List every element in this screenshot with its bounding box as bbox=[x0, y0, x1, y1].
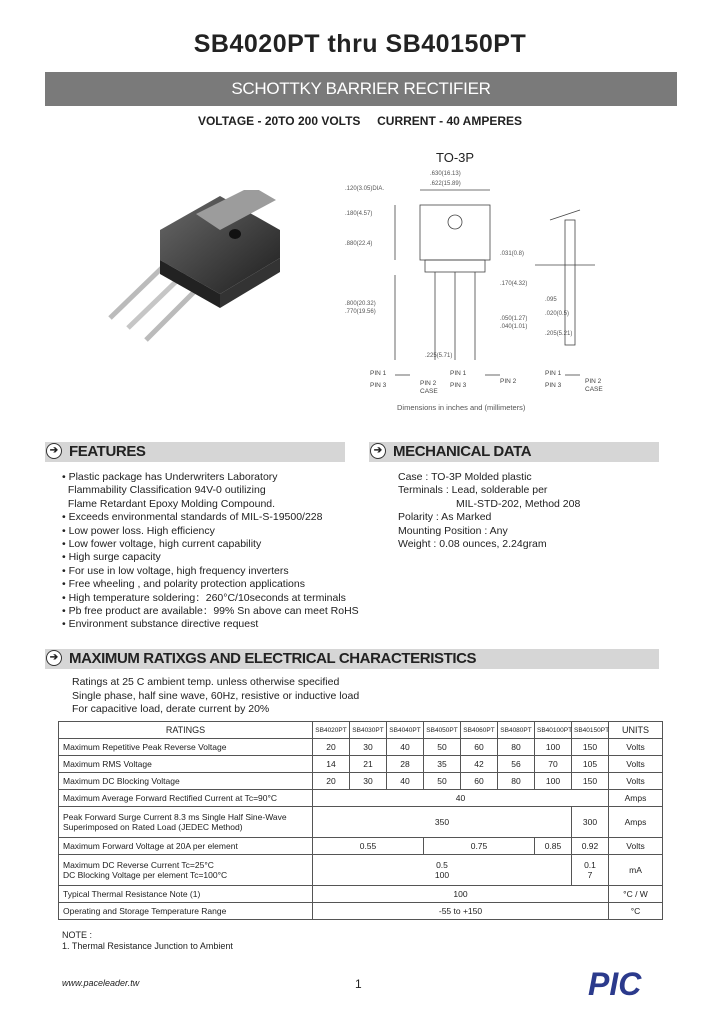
case-label-a: CASE bbox=[420, 388, 438, 395]
website-link[interactable]: www.paceleader.tw bbox=[62, 978, 140, 988]
notes: NOTE : 1. Thermal Resistance Junction to Ambient bbox=[62, 930, 233, 951]
svg-text:.095: .095 bbox=[545, 297, 557, 303]
table-cell: 40 bbox=[387, 739, 424, 756]
table-row bbox=[59, 739, 663, 756]
table-cell: RATINGS bbox=[59, 722, 313, 739]
table-cell: 40 bbox=[313, 790, 609, 807]
table-cell: SB4030PT bbox=[350, 722, 387, 739]
polarity-info: Polarity : As Marked bbox=[398, 511, 492, 524]
ratings-heading: ➔ MAXIMUM RATIXGS AND ELECTRICAL CHARACTERISTICS bbox=[45, 649, 659, 669]
rating-conditions: Ratings at 25 C ambient temp. unless otherwise specified Single phase, half sine wave, 60Hz, resistive or inductive load For capacitive load, derate current by 20% bbox=[72, 676, 360, 715]
table-cell: mA bbox=[609, 855, 663, 886]
table-cell: 60 bbox=[461, 773, 498, 790]
pin1-label-c: PIN 1 bbox=[545, 370, 562, 377]
component-photo bbox=[100, 190, 300, 350]
table-cell: Volts bbox=[609, 838, 663, 855]
table-cell: 100 bbox=[535, 773, 572, 790]
table-cell: 0.1 7 bbox=[572, 855, 609, 886]
package-outline-drawing bbox=[335, 165, 635, 415]
table-cell: 0.5 100 bbox=[313, 855, 572, 886]
table-cell: 56 bbox=[498, 756, 535, 773]
svg-text:.050(1.27): .050(1.27) bbox=[500, 316, 528, 322]
pin2-label-a: PIN 2 bbox=[420, 380, 437, 387]
svg-text:PIC: PIC bbox=[588, 966, 642, 1002]
weight-info: Weight : 0.08 ounces, 2.24gram bbox=[398, 538, 547, 551]
table-cell: 35 bbox=[424, 756, 461, 773]
table-cell: UNITS bbox=[609, 722, 663, 739]
list-item: • Low fower voltage, high current capability bbox=[62, 538, 262, 551]
pin1-label-b: PIN 1 bbox=[450, 370, 467, 377]
table-cell: Volts bbox=[609, 739, 663, 756]
table-cell: 150 bbox=[572, 739, 609, 756]
document-title: SB4020PT thru SB40150PT bbox=[193, 30, 527, 58]
arrow-right-icon: ➔ bbox=[46, 650, 62, 666]
voltage-range: VOLTAGE - 20TO 200 VOLTS bbox=[197, 114, 361, 128]
table-cell: Maximum Average Forward Rectified Current at Tc=90°C bbox=[59, 790, 313, 807]
table-cell: 40 bbox=[387, 773, 424, 790]
table-cell: -55 to +150 bbox=[313, 903, 609, 920]
table-cell: 80 bbox=[498, 739, 535, 756]
features-list bbox=[62, 471, 362, 632]
table-cell: 300 bbox=[572, 807, 609, 838]
svg-text:.630(16.13): .630(16.13) bbox=[430, 171, 461, 177]
table-row bbox=[59, 838, 663, 855]
table-cell: 50 bbox=[424, 739, 461, 756]
mounting-info: Mounting Position : Any bbox=[398, 524, 508, 537]
arrow-right-icon: ➔ bbox=[370, 443, 386, 459]
svg-text:.770(19.56): .770(19.56) bbox=[345, 309, 376, 315]
svg-text:.800(20.32): .800(20.32) bbox=[345, 301, 376, 307]
table-cell: SB4060PT bbox=[461, 722, 498, 739]
current-rating: CURRENT - 40 AMPERES bbox=[377, 114, 523, 128]
table-cell: 30 bbox=[350, 773, 387, 790]
pin3-label-b: PIN 3 bbox=[450, 382, 467, 389]
pin2-label-c: PIN 2 bbox=[585, 378, 602, 385]
mechanical-data bbox=[398, 471, 658, 551]
table-cell: Maximum DC Reverse Current Tc=25°C DC Blocking Voltage per element Tc=100°C bbox=[59, 855, 313, 886]
page-number: 1 bbox=[355, 977, 362, 991]
table-cell: 20 bbox=[313, 739, 350, 756]
table-cell: Amps bbox=[609, 807, 663, 838]
table-cell: SB4020PT bbox=[313, 722, 350, 739]
pin3-label-c: PIN 3 bbox=[545, 382, 562, 389]
table-header-row bbox=[59, 722, 663, 739]
table-row bbox=[59, 807, 663, 838]
svg-text:.205(5.21): .205(5.21) bbox=[545, 331, 573, 337]
list-item: • High surge capacity bbox=[62, 551, 161, 564]
list-item: • Plastic package has Underwriters Laboratory bbox=[62, 471, 278, 483]
svg-text:.170(4.32): .170(4.32) bbox=[500, 281, 528, 287]
table-cell: Peak Forward Surge Current 8.3 ms Single Half Sine-Wave Superimposed on Rated Load (JEDEC Method) bbox=[59, 807, 313, 838]
table-cell: 0.85 bbox=[535, 838, 572, 855]
arrow-right-icon: ➔ bbox=[46, 443, 62, 459]
pin1-label-a: PIN 1 bbox=[370, 370, 387, 377]
table-cell: SB40100PT bbox=[535, 722, 572, 739]
table-cell: Operating and Storage Temperature Range bbox=[59, 903, 313, 920]
list-item: • For use in low voltage, high frequency inverters bbox=[62, 564, 289, 577]
table-cell: SB4080PT bbox=[498, 722, 535, 739]
table-cell: Volts bbox=[609, 773, 663, 790]
ratings-table bbox=[58, 721, 663, 920]
table-cell: 100 bbox=[535, 739, 572, 756]
table-cell: Amps bbox=[609, 790, 663, 807]
terminals-info-2: MIL-STD-202, Method 208 bbox=[456, 497, 581, 510]
table-row bbox=[59, 855, 663, 886]
table-row bbox=[59, 886, 663, 903]
svg-text:.120(3.05)DIA.: .120(3.05)DIA. bbox=[345, 186, 385, 192]
table-cell: 0.75 bbox=[424, 838, 535, 855]
table-row bbox=[59, 773, 663, 790]
table-row bbox=[59, 903, 663, 920]
table-cell: 0.55 bbox=[313, 838, 424, 855]
dimensions-note: Dimensions in inches and (millimeters) bbox=[397, 403, 526, 412]
list-item: • High temperature soldering：260°C/10seconds at terminals bbox=[62, 591, 346, 604]
pic-logo bbox=[585, 964, 670, 1002]
table-cell: 105 bbox=[572, 756, 609, 773]
svg-text:.040(1.01): .040(1.01) bbox=[500, 324, 528, 330]
table-cell: 21 bbox=[350, 756, 387, 773]
svg-text:.180(4.57): .180(4.57) bbox=[345, 211, 373, 217]
package-label: TO-3P bbox=[436, 150, 475, 165]
table-cell: 80 bbox=[498, 773, 535, 790]
table-cell: °C bbox=[609, 903, 663, 920]
product-type-banner: SCHOTTKY BARRIER RECTIFIER bbox=[45, 72, 677, 106]
table-row bbox=[59, 790, 663, 807]
table-cell: Volts bbox=[609, 756, 663, 773]
terminals-info: Terminals : Lead, solderable per bbox=[398, 484, 548, 497]
table-cell: Maximum Forward Voltage at 20A per element bbox=[59, 838, 313, 855]
list-item: • Low power loss. High efficiency bbox=[62, 524, 215, 537]
list-item: Flame Retardant Epoxy Molding Compound. bbox=[67, 497, 276, 510]
voltage-current-line bbox=[0, 114, 720, 128]
table-row bbox=[59, 756, 663, 773]
table-cell: 50 bbox=[424, 773, 461, 790]
list-item: Flammability Classification 94V-0 outilizing bbox=[67, 484, 266, 497]
table-cell: 42 bbox=[461, 756, 498, 773]
svg-text:.031(0.8): .031(0.8) bbox=[500, 251, 525, 257]
table-cell: Maximum Repetitive Peak Reverse Voltage bbox=[59, 739, 313, 756]
table-cell: 0.92 bbox=[572, 838, 609, 855]
table-cell: 14 bbox=[313, 756, 350, 773]
table-cell: 100 bbox=[313, 886, 609, 903]
table-cell: Maximum DC Blocking Voltage bbox=[59, 773, 313, 790]
table-cell: °C / W bbox=[609, 886, 663, 903]
list-item: • Free wheeling , and polarity protection applications bbox=[62, 578, 305, 591]
svg-text:.020(0.5): .020(0.5) bbox=[545, 311, 570, 317]
svg-text:.225(5.71): .225(5.71) bbox=[425, 353, 453, 359]
table-cell: SB40150PT bbox=[572, 722, 609, 739]
table-cell: SB4050PT bbox=[424, 722, 461, 739]
list-item: • Environment substance directive request bbox=[62, 618, 259, 631]
table-cell: Typical Thermal Resistance Note (1) bbox=[59, 886, 313, 903]
table-cell: 70 bbox=[535, 756, 572, 773]
mechanical-heading: ➔ MECHANICAL DATA bbox=[369, 442, 659, 462]
table-cell: Maximum RMS Voltage bbox=[59, 756, 313, 773]
table-cell: 28 bbox=[387, 756, 424, 773]
list-item: • Exceeds environmental standards of MIL-S-19500/228 bbox=[62, 511, 323, 524]
case-label-c: CASE bbox=[585, 386, 603, 393]
svg-text:.880(22.4): .880(22.4) bbox=[345, 241, 373, 247]
table-cell: 60 bbox=[461, 739, 498, 756]
table-cell: SB4040PT bbox=[387, 722, 424, 739]
table-cell: 150 bbox=[572, 773, 609, 790]
case-info: Case : TO-3P Molded plastic bbox=[398, 471, 532, 483]
table-cell: 350 bbox=[313, 807, 572, 838]
svg-text:.622(15.89): .622(15.89) bbox=[430, 181, 461, 187]
list-item: • Pb free product are available：99% Sn above can meet RoHS bbox=[62, 605, 359, 618]
features-heading: ➔ FEATURES bbox=[45, 442, 345, 462]
pin2-label-b: PIN 2 bbox=[500, 378, 517, 385]
pin3-label-a: PIN 3 bbox=[370, 382, 387, 389]
table-cell: 20 bbox=[313, 773, 350, 790]
table-cell: 30 bbox=[350, 739, 387, 756]
